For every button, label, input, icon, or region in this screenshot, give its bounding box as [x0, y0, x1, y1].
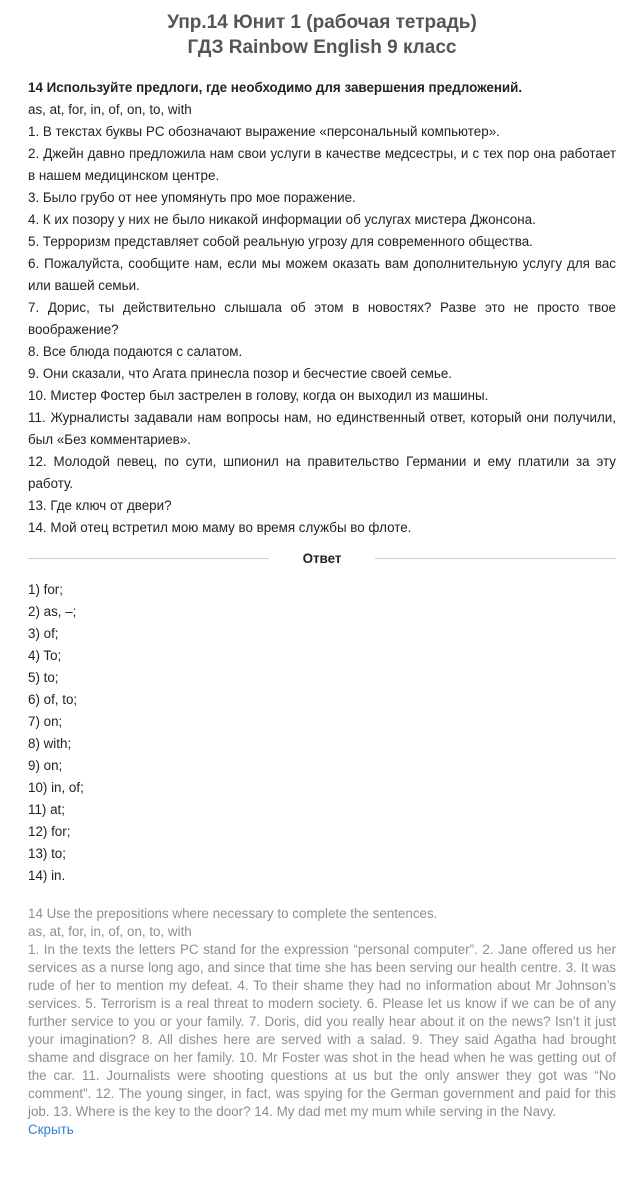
sentence: 6. Пожалуйста, сообщите нам, если мы можем оказать вам дополнительную услугу для вас или вашей семьи. — [28, 256, 616, 293]
sentence: 1. В текстах буквы PC обозначают выражение «персональный компьютер». — [28, 124, 500, 139]
answer-divider — [28, 545, 616, 571]
divider-line-right — [375, 558, 616, 559]
sentence: 11. Журналисты задавали нам вопросы нам, но единственный ответ, который они получили, был «Без комментариев». — [28, 410, 616, 447]
sentence: 3. Было грубо от нее упомянуть про мое поражение. — [28, 190, 356, 205]
title-line-1: Упр.14 Юнит 1 (рабочая тетрадь) — [167, 12, 477, 33]
answer-item: 5) to; — [28, 670, 59, 685]
sentence: 7. Дорис, ты действительно слышала об этом в новостях? Разве это не просто твое воображение? — [28, 300, 616, 337]
answers-list — [28, 579, 616, 887]
answer-item: 13) to; — [28, 846, 66, 861]
answer-item: 12) for; — [28, 824, 71, 839]
answer-item: 1) for; — [28, 582, 63, 597]
answer-item: 7) on; — [28, 714, 63, 729]
task-russian — [28, 77, 616, 539]
answer-heading: Ответ — [302, 550, 342, 566]
answer-item: 2) as, –; — [28, 604, 77, 619]
english-words: as, at, for, in, of, on, to, with — [28, 924, 192, 939]
task-heading: 14 Используйте предлоги, где необходимо для завершения предложений. — [28, 80, 523, 95]
english-text: 1. In the texts the letters PC stand for the expression “personal computer”. 2. Jane offered us her services as a nurse long ago, and since that time she has been serving our health centre. 3. It was rude of her to mention my defeat. 4. To their shame they had no information about Mr Johnson’s services. 5. Terrorism is a real threat to modern society. 6. Please let us know if we can be of any further service to you or your family. 7. Doris, did you really hear about it on the news? Isn’t it just your imagination? 8. All dishes here are served with a salad. 9. They said Agatha had brought shame and disgrace on her family. 10. Mr Foster was shot in the head when he was getting out of the car. 11. Journalists were shooting questions at us but the only answer they got was “No comment”. 12. The young singer, in fact, was spying for the German government and paid for this job. 13. Where is the key to the door? 14. My dad met my mum while serving in the Navy. — [28, 942, 616, 1119]
answer-item: 14) in. — [28, 868, 66, 883]
answer-item: 9) on; — [28, 758, 63, 773]
sentence: 9. Они сказали, что Агата принесла позор и бесчестие своей семье. — [28, 366, 453, 381]
sentence: 8. Все блюда подаются с салатом. — [28, 344, 243, 359]
divider-line-left — [28, 558, 269, 559]
task-english — [28, 905, 616, 1121]
answer-item: 3) of; — [28, 626, 59, 641]
answer-item: 10) in, of; — [28, 780, 84, 795]
sentence: 12. Молодой певец, по сути, шпионил на правительство Германии и ему платили за эту работу. — [28, 454, 616, 491]
sentence: 4. К их позору у них не было никакой информации об услугах мистера Джонсона. — [28, 212, 536, 227]
title-line-2: ГДЗ Rainbow English 9 класс — [187, 37, 457, 58]
sentence: 14. Мой отец встретил мою маму во время службы во флоте. — [28, 520, 412, 535]
sentence: 10. Мистер Фостер был застрелен в голову, когда он выходил из машины. — [28, 388, 489, 403]
answer-item: 6) of, to; — [28, 692, 78, 707]
answer-item: 8) with; — [28, 736, 72, 751]
answer-item: 4) To; — [28, 648, 62, 663]
sentence: 5. Терроризм представляет собой реальную угрозу для современного общества. — [28, 234, 533, 249]
answer-item: 11) at; — [28, 802, 65, 817]
sentence: 13. Где ключ от двери? — [28, 498, 172, 513]
hide-link[interactable]: Скрыть — [28, 1122, 74, 1137]
task-words: as, at, for, in, of, on, to, with — [28, 102, 192, 117]
page-title — [28, 0, 616, 60]
sentence: 2. Джейн давно предложила нам свои услуги в качестве медсестры, и с тех пор она работает в нашем медицинском центре. — [28, 146, 616, 183]
english-heading: 14 Use the prepositions where necessary to complete the sentences. — [28, 906, 438, 921]
